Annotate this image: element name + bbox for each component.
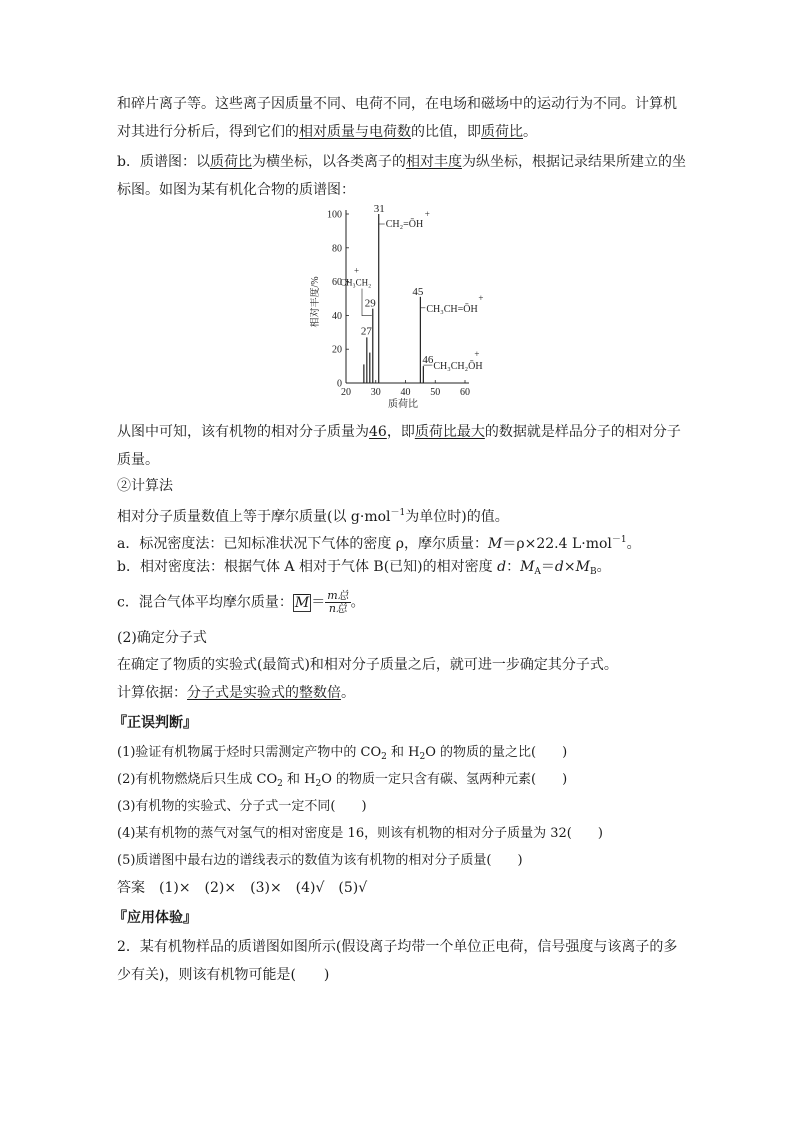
- question-2-line2: 少有关)，则该有机物可能是( ): [117, 967, 330, 983]
- underline-mass-charge-ratio: 质荷比: [481, 124, 523, 140]
- para-average-molar-mass: c．混合气体平均摩尔质量： $\overline{M}$ ＝ $\frac{\text{m总}}{\text{n总}}$ 。: [117, 589, 365, 615]
- question-2-line1: 2．某有机物样品的质谱图如图所示(假设离子均带一个单位正电荷，信号强度与该离子的多: [117, 939, 678, 955]
- fraction-m-over-n: $\frac{\text{m总}}{\text{n总}}$: [327, 589, 349, 615]
- x-tick-label: 50: [430, 387, 441, 398]
- judgement-item-2: (2)有机物燃烧后只生成 $CO_2$ 和 $H_2O$ 的物质一定只含有碳、氢两种元素( ): [117, 772, 568, 789]
- para-relative-density: b．相对密度法：根据气体 A 相对于气体 B(已知)的相对密度 d：$M_A=d\times M_B$。: [117, 559, 611, 577]
- peak-label-45: 45: [412, 285, 424, 298]
- peak-label-27: 27: [360, 325, 372, 338]
- x-tick-label: 30: [370, 387, 381, 398]
- para-standard-density: a．标况密度法：已知标准状况下气体的密度 ρ，摩尔质量：M＝ρ×22.4 L·mol$^{-1}$。: [117, 535, 641, 552]
- para-ions-line1: 和碎片离子等。这些离子因质量不同、电荷不同，在电场和磁场中的运动行为不同。计算机: [117, 96, 677, 112]
- chart-y-label: 相对丰度/%: [310, 276, 321, 328]
- ion-label-29: CH₃CH₂: [340, 277, 372, 288]
- judgement-item-5: (5)质谱图中最右边的谱线表示的数值为该有机物的相对分子质量( ): [117, 853, 523, 868]
- para-molar-mass: 相对分子质量数值上等于摩尔质量(以 g·mol$^{-1}$为单位时)的值。: [117, 508, 509, 525]
- y-tick-label: 80: [332, 243, 342, 255]
- ion-charge-45: +: [478, 292, 484, 303]
- para-determine-formula: 在确定了物质的实验式(最简式)和相对分子质量之后，就可进一步确定其分子式。: [117, 657, 618, 673]
- section-heading-application: 『应用体验』: [113, 910, 197, 926]
- para-mass-spec-def-line1: b．质谱图：以质荷比为横坐标，以各类离子的相对丰度为纵坐标，根据记录结果所建立的坐: [117, 154, 686, 170]
- ion-charge-46: +: [474, 349, 480, 360]
- chart-x-label: 质荷比: [388, 399, 418, 410]
- y-tick-label: 60: [332, 277, 342, 289]
- chart-annotations: [340, 203, 483, 372]
- ion-label-31: CH₂=ŌH: [385, 219, 424, 230]
- para-mass-spec-def-line2: 标图。如图为某有机化合物的质谱图：: [117, 182, 355, 198]
- para-calc-basis: 计算依据：分子式是实验式的整数倍。: [117, 685, 355, 701]
- peak-label-29: 29: [364, 297, 376, 310]
- ion-label-46: CH₃CH₂ŌH: [433, 361, 483, 373]
- underline-relative-mass-charge: 相对质量与电荷数: [299, 124, 411, 140]
- answer-line: 答案 (1)× (2)× (3)× (4)√ (5)√: [117, 880, 368, 896]
- peak-label-46: 46: [422, 354, 434, 367]
- y-tick-label: 20: [332, 344, 342, 356]
- y-tick-label: 0: [337, 378, 342, 390]
- x-tick-label: 40: [400, 387, 411, 398]
- peak-label-31: 31: [373, 203, 385, 215]
- mass-spectrum-chart: [310, 200, 510, 410]
- x-tick-label: 20: [341, 387, 351, 398]
- heading-calc-method: ②计算法: [117, 478, 173, 494]
- y-tick-label: 40: [332, 310, 342, 322]
- ion-label-45: CH₃CH=ŌH: [426, 303, 478, 315]
- y-tick-label: 100: [327, 209, 342, 221]
- judgement-item-4: (4)某有机物的蒸气对氢气的相对密度是 16，则该有机物的相对分子质量为 32( ): [117, 826, 603, 841]
- para-result-line1: 从图中可知，该有机物的相对分子质量为46，即质荷比最大的数据就是样品分子的相对分子: [117, 424, 681, 440]
- judgement-item-1: (1)验证有机物属于烃时只需测定产物中的 $CO_2$ 和 $H_2O$ 的物质的量之比( ): [117, 745, 568, 762]
- ion-charge-31: +: [424, 209, 430, 219]
- para-ions-line2: 对其进行分析后，得到它们的相对质量与电荷数的比值，即质荷比。: [117, 124, 537, 140]
- para-result-line2: 质量。: [117, 452, 159, 468]
- judgement-item-3: (3)有机物的实验式、分子式一定不同( ): [117, 799, 367, 814]
- ion-charge-29: +: [354, 265, 360, 276]
- x-tick-label: 60: [460, 387, 470, 398]
- section-heading-judgement: 『正误判断』: [113, 715, 197, 731]
- heading-determine-formula: (2)确定分子式: [117, 630, 207, 646]
